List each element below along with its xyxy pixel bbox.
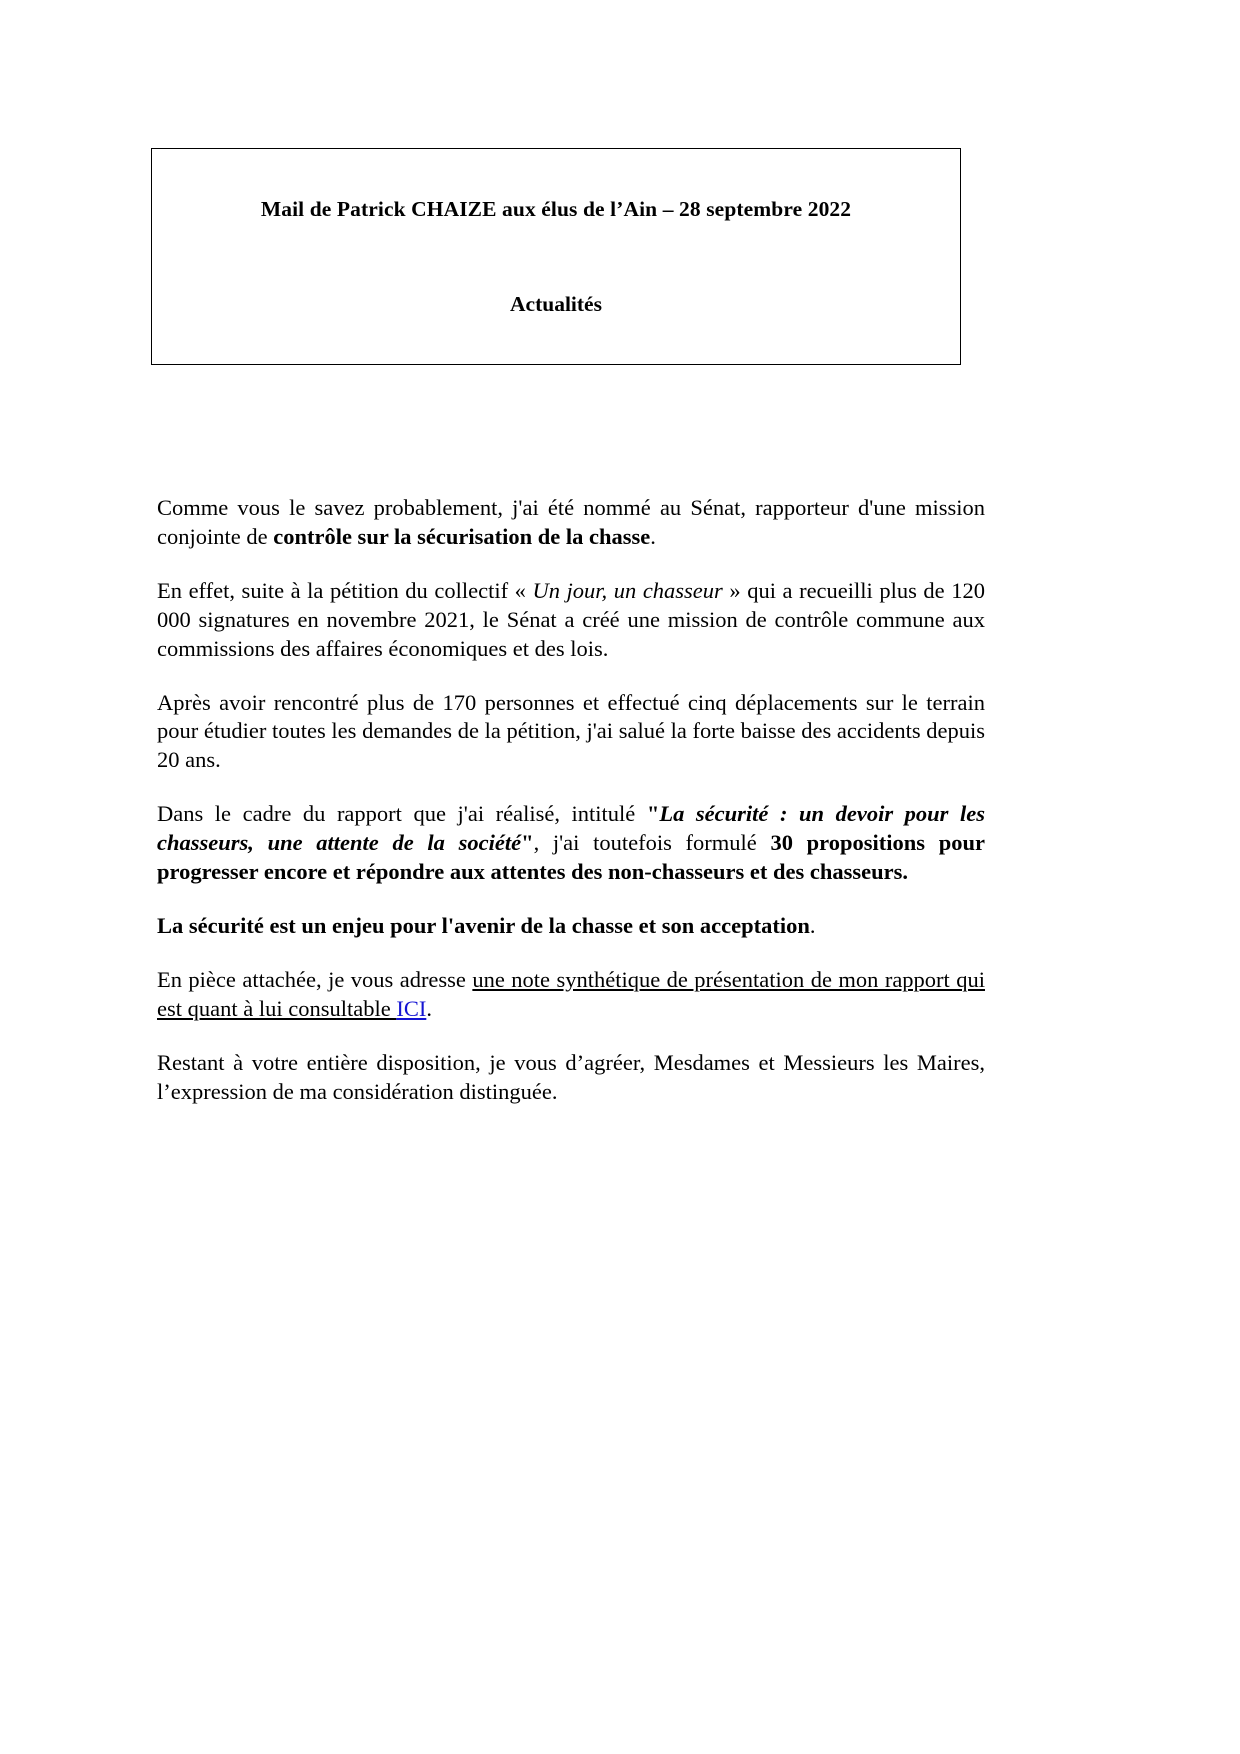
p2-italic-petition-title: Un jour, un chasseur	[532, 577, 723, 603]
paragraph-3	[157, 689, 985, 776]
p3-text: Après avoir rencontré plus de 170 personnes et effectué cinq déplacements sur le terrain pour étudier toutes les demandes de la pétition, j'ai salué la forte baisse des accidents depuis 20 ans.	[157, 689, 985, 773]
p4-close-quote: "	[521, 830, 534, 856]
p2-text-lead: En effet, suite à la pétition du collectif «	[157, 577, 533, 603]
page-title: Mail de Patrick CHAIZE aux élus de l’Ain – 28 septembre 2022	[260, 197, 852, 221]
paragraph-7	[157, 1049, 985, 1107]
p6-underlined-note-reference: une note synthétique de présentation de mon rapport qui est quant à lui consultable	[157, 966, 985, 1021]
p6-text-lead: En pièce attachée, je vous adresse	[157, 966, 473, 992]
paragraph-6	[157, 966, 985, 1024]
p6-text-end: .	[426, 995, 432, 1021]
paragraph-5	[157, 912, 985, 941]
paragraph-2	[157, 577, 985, 664]
p2-text-end: » qui a recueilli plus de 120 000 signatures en novembre 2021, le Sénat a créé une mission de contrôle commune aux commissions des affaires économiques et des lois.	[157, 577, 985, 661]
p4-bold-propositions: 30 propositions pour progresser encore et répondre aux attentes des non-chasseurs et des chasseurs.	[157, 830, 985, 885]
report-link-ici[interactable]: ICI	[396, 995, 427, 1021]
p4-report-title: La sécurité : un devoir pour les chasseurs, une attente de la société	[157, 801, 985, 856]
p5-text-end: .	[809, 912, 816, 938]
p4-text-lead: Dans le cadre du rapport que j'ai réalisé, intitulé	[157, 801, 647, 827]
paragraph-4	[157, 800, 985, 887]
p1-bold-mission: contrôle sur la sécurisation de la chasse	[273, 523, 651, 549]
p1-text-lead: Comme vous le savez probablement, j'ai été nommé au Sénat, rapporteur d'une mission conjointe de	[157, 495, 985, 549]
header-subtitle: Actualités	[510, 292, 602, 316]
p5-bold-statement: La sécurité est un enjeu pour l'avenir de la chasse et son acceptation	[157, 912, 810, 938]
p1-text-end: .	[650, 523, 656, 549]
header-box	[151, 148, 961, 365]
p4-text-middle: , j'ai toutefois formulé	[533, 830, 771, 856]
paragraph-1	[157, 494, 985, 552]
document-body	[157, 494, 985, 1107]
p7-text: Restant à votre entière disposition, je vous d’agréer, Mesdames et Messieurs les Maires, l’expression de ma considération distinguée.	[157, 1049, 985, 1104]
p4-open-quote: "	[646, 801, 660, 827]
